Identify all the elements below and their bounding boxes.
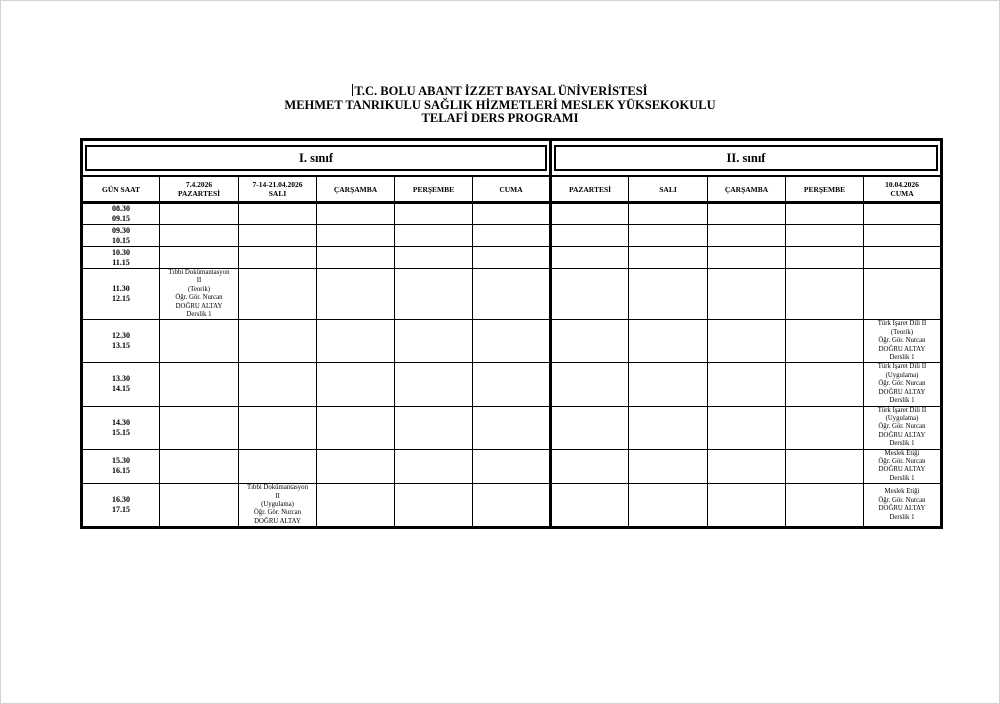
schedule-cell (629, 363, 708, 406)
slot-end: 17.15 (112, 505, 130, 515)
document-title (0, 84, 1000, 126)
schedule-cell (708, 363, 786, 406)
course-line: Öğr. Gör. Nurcan (878, 496, 926, 504)
time-slot (82, 320, 160, 363)
slot-start: 10.30 (112, 247, 130, 257)
schedule-cell (160, 247, 239, 269)
day-header-6 (629, 176, 708, 203)
schedule-cell (551, 320, 629, 363)
course-line: Derslik 1 (889, 397, 915, 405)
course-line: DOĞRU ALTAY (878, 505, 926, 513)
time-slot (82, 225, 160, 247)
schedule-cell (239, 269, 317, 320)
course-line: Öğr. Gör. Nurcan (175, 294, 223, 302)
day-name: CUMA (499, 184, 523, 194)
schedule-cell (317, 484, 395, 528)
schedule-cell (629, 269, 708, 320)
schedule-cell (708, 449, 786, 484)
university-name: T.C. BOLU ABANT İZZET BAYSAL ÜNİVERİSTESİ (354, 84, 648, 98)
schedule-cell (629, 406, 708, 449)
schedule-cell (160, 203, 239, 225)
slot-end: 13.15 (112, 341, 130, 351)
time-slot-row (82, 203, 942, 225)
course-line: DOĞRU ALTAY (878, 466, 926, 474)
schedule-cell (708, 320, 786, 363)
schedule-cell (473, 406, 551, 449)
slot-start: 12.30 (112, 331, 130, 341)
course-line: Türk İşaret Dili II (877, 320, 927, 328)
schedule-cell (629, 484, 708, 528)
day-header-7 (708, 176, 786, 203)
schedule-cell (239, 225, 317, 247)
day-header-2 (317, 176, 395, 203)
schedule-cell (317, 320, 395, 363)
day-header-4 (473, 176, 551, 203)
schedule-cell (629, 449, 708, 484)
course-entry (864, 320, 942, 363)
time-slot-row (82, 247, 942, 269)
schedule-cell (317, 225, 395, 247)
schedule-cell (629, 320, 708, 363)
day-date: 7.4.2026 (185, 180, 213, 189)
schedule-cell (864, 203, 942, 225)
course-entry (239, 484, 317, 528)
day-date: 7-14-21.04.2026 (252, 180, 303, 189)
time-slot (82, 203, 160, 225)
day-name: PERŞEMBE (803, 184, 846, 194)
day-name: SALI (659, 184, 677, 194)
schedule-cell (708, 484, 786, 528)
group-label-2: II. sınıf (554, 145, 938, 171)
day-date: 10.04.2026 (885, 180, 919, 189)
schedule-cell (239, 320, 317, 363)
schedule-cell (708, 269, 786, 320)
time-slot-row (82, 484, 942, 528)
schedule-cell (551, 363, 629, 406)
time-slot (82, 247, 160, 269)
gun-saat-header: GÜN SAAT (82, 176, 160, 203)
slot-end: 09.15 (112, 214, 130, 223)
course-line: DOĞRU ALTAY (878, 431, 926, 439)
schedule-cell (395, 247, 473, 269)
schedule-table (80, 138, 943, 529)
schedule-cell (317, 406, 395, 449)
slot-end: 11.15 (112, 257, 130, 267)
course-line: II (275, 492, 280, 500)
schedule-cell (395, 363, 473, 406)
course-line: (Uygulama) (885, 371, 919, 379)
schedule-cell (708, 203, 786, 225)
schedule-cell (473, 320, 551, 363)
course-line: Öğr. Gör. Nurcan (878, 423, 926, 431)
slot-end: 14.15 (112, 384, 130, 394)
course-line: Tıbbi Dokümantasyon (247, 484, 308, 492)
course-line: Derslik 1 (889, 474, 915, 482)
schedule-cell (239, 449, 317, 484)
day-header-3 (395, 176, 473, 203)
day-header-0 (160, 176, 239, 203)
group-cell-1 (82, 140, 551, 177)
schedule-cell (317, 269, 395, 320)
schedule-cell (160, 406, 239, 449)
time-slot-row (82, 363, 942, 406)
day-name: PERŞEMBE (412, 184, 455, 194)
schedule-cell (395, 225, 473, 247)
schedule-cell (864, 225, 942, 247)
schedule-cell (786, 320, 864, 363)
day-name: CUMA (890, 189, 914, 198)
course-line: Türk İşaret Dili II (877, 406, 927, 414)
course-line: II (196, 277, 202, 285)
course-line: Öğr. Gör. Nurcan (878, 380, 926, 388)
schedule-cell (786, 406, 864, 449)
course-line: Derslik 1 (889, 440, 915, 448)
day-header-8 (786, 176, 864, 203)
title-line-university (0, 84, 1000, 99)
time-slot (82, 363, 160, 406)
schedule-cell (395, 449, 473, 484)
course-line: (Uygulama) (885, 414, 919, 422)
course-entry (160, 269, 239, 320)
schedule-cell (551, 484, 629, 528)
course-line: DOĞRU ALTAY (175, 302, 223, 310)
course-entry (864, 363, 942, 406)
time-slot (82, 406, 160, 449)
schedule-cell (629, 225, 708, 247)
schedule-cell (395, 320, 473, 363)
course-line: Derslik 1 (889, 354, 915, 362)
course-line: Derslik 1 (889, 513, 915, 521)
slot-end: 15.15 (112, 427, 130, 437)
schedule-cell (473, 449, 551, 484)
schedule-cell (160, 320, 239, 363)
course-entry (864, 449, 942, 484)
schedule-cell (473, 484, 551, 528)
schedule-cell (473, 225, 551, 247)
schedule-cell (551, 203, 629, 225)
day-name: ÇARŞAMBA (724, 184, 769, 194)
schedule-cell (629, 247, 708, 269)
schedule-cell (551, 449, 629, 484)
slot-start: 14.30 (112, 417, 130, 427)
school-name: MEHMET TANRIKULU SAĞLIK HİZMETLERİ MESLEK YÜKSEKOKULU (284, 97, 716, 112)
schedule-cell (708, 225, 786, 247)
day-name: SALI (268, 189, 287, 198)
schedule-cell (786, 363, 864, 406)
group-label-1: I. sınıf (85, 145, 547, 171)
day-header-row (82, 176, 942, 203)
schedule-cell (786, 449, 864, 484)
schedule-cell (786, 203, 864, 225)
schedule-cell (160, 449, 239, 484)
slot-start: 13.30 (112, 374, 130, 384)
course-line: Meslek Etiği (884, 449, 920, 457)
course-line: Öğr. Gör. Nurcan (253, 509, 302, 517)
schedule-cell (317, 203, 395, 225)
course-line: Öğr. Gör. Nurcan (878, 457, 926, 465)
schedule-cell (708, 406, 786, 449)
course-line: Tıbbi Dokümantasyon (168, 269, 230, 276)
schedule-cell (395, 484, 473, 528)
course-line: Öğr. Gör. Nurcan (878, 337, 926, 345)
schedule-cell (239, 363, 317, 406)
slot-end: 10.15 (112, 235, 130, 245)
schedule-cell (551, 247, 629, 269)
slot-end: 16.15 (112, 466, 130, 476)
schedule-cell (473, 203, 551, 225)
schedule-cell (317, 247, 395, 269)
time-slot (82, 449, 160, 484)
time-slot-row (82, 269, 942, 320)
schedule-cell (551, 225, 629, 247)
slot-start: 09.30 (112, 225, 130, 235)
day-name: PAZARTESİ (568, 184, 612, 194)
schedule-cell (239, 247, 317, 269)
day-header-1 (239, 176, 317, 203)
class-group-row (82, 140, 942, 177)
slot-end: 12.15 (112, 294, 130, 304)
time-slot-row (82, 225, 942, 247)
schedule-cell (473, 363, 551, 406)
course-line: DOĞRU ALTAY (254, 517, 301, 525)
time-slot-row (82, 449, 942, 484)
schedule-cell (551, 269, 629, 320)
course-line: DOĞRU ALTAY (878, 345, 926, 353)
schedule-cell (395, 203, 473, 225)
schedule-cell (395, 269, 473, 320)
slot-start: 15.30 (112, 456, 130, 466)
schedule-cell (473, 269, 551, 320)
slot-start: 11.30 (112, 284, 130, 294)
schedule-cell (317, 363, 395, 406)
schedule-cell (239, 203, 317, 225)
day-name: PAZARTESİ (177, 189, 221, 198)
group-cell-2 (551, 140, 942, 177)
day-header-5 (551, 176, 629, 203)
schedule-cell (317, 449, 395, 484)
schedule-cell (551, 406, 629, 449)
course-line: DOĞRU ALTAY (878, 388, 926, 396)
schedule-cell (864, 269, 942, 320)
schedule-cell (239, 406, 317, 449)
schedule-cell (786, 247, 864, 269)
schedule-cell (160, 225, 239, 247)
day-name: ÇARŞAMBA (333, 184, 378, 194)
schedule-cell (395, 406, 473, 449)
time-slot-row (82, 406, 942, 449)
course-line: (Uygulama) (261, 500, 294, 508)
schedule-cell (786, 269, 864, 320)
schedule-cell (160, 484, 239, 528)
time-slot-row (82, 320, 942, 363)
course-entry (864, 484, 942, 528)
slot-start: 08.30 (112, 204, 130, 213)
course-entry (864, 406, 942, 449)
course-line: Meslek Etiği (884, 488, 920, 496)
slot-start: 16.30 (112, 495, 130, 505)
course-line: Derslik 1 (186, 311, 212, 319)
schedule-cell (786, 225, 864, 247)
day-header-9 (864, 176, 942, 203)
schedule-cell (864, 247, 942, 269)
program-title: TELAFİ DERS PROGRAMI (421, 111, 579, 125)
course-line: (Teorik) (187, 285, 211, 293)
time-slot (82, 269, 160, 320)
schedule-cell (708, 247, 786, 269)
time-slot (82, 484, 160, 528)
course-line: Türk İşaret Dili II (877, 363, 927, 371)
schedule-cell (160, 363, 239, 406)
schedule-cell (629, 203, 708, 225)
schedule-cell (786, 484, 864, 528)
schedule-cell (473, 247, 551, 269)
course-line: (Teorik) (890, 328, 914, 336)
